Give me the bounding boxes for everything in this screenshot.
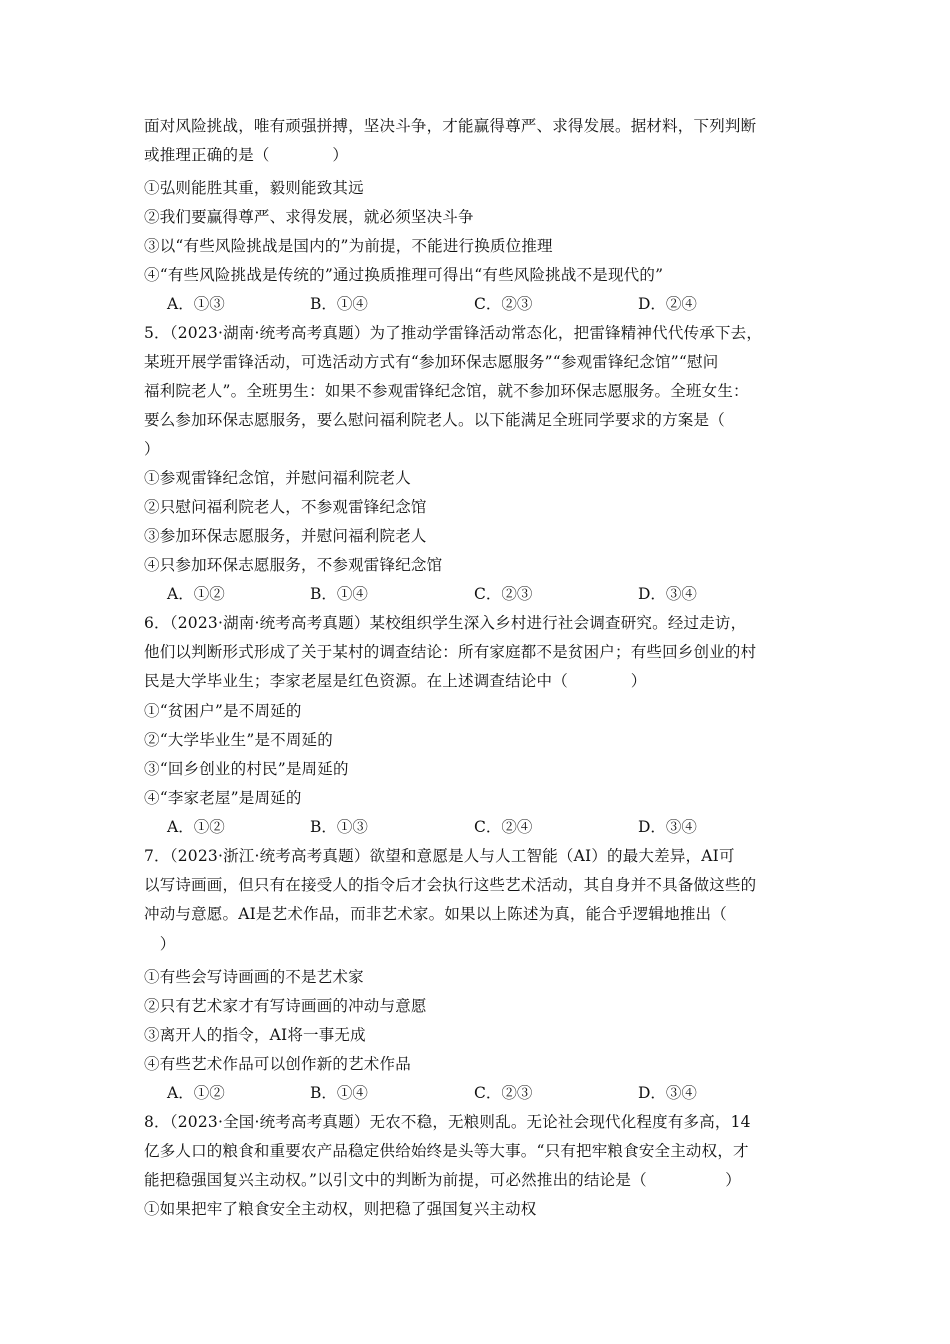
q8-stem-line: 8．（2023·全国·统考高考真题）无农不稳，无粮则乱。无论社会现代化程度有多高，14 [144,1113,751,1131]
q4-option-c[interactable]: C．②③ [474,295,533,313]
q7-statement-4: ④有些艺术作品可以创作新的艺术作品 [144,1055,411,1073]
q5-stem-line: 5．（2023·湖南·统考高考真题）为了推动学雷锋活动常态化，把雷锋精神代代传承下去， [144,324,763,342]
q6-statement-3: ③“回乡创业的村民”是周延的 [144,760,349,778]
q6-option-d[interactable]: D．③④ [638,818,697,836]
q7-stem-line: ） [144,935,176,953]
q6-option-b[interactable]: B．①③ [310,818,368,836]
q5-option-a[interactable]: A．①② [167,585,225,603]
q6-option-a[interactable]: A．①② [167,818,225,836]
q6-stem-line: 他们以判断形式形成了关于某村的调查结论：所有家庭都不是贫困户；有些回乡创业的村 [144,643,757,661]
q4-statement-1: ①弘则能胜其重，毅则能致其远 [144,179,364,197]
q6-statement-2: ②“大学毕业生”是不周延的 [144,731,333,749]
q5-statement-2: ②只慰问福利院老人，不参观雷锋纪念馆 [144,498,427,516]
q5-statement-4: ④只参加环保志愿服务，不参观雷锋纪念馆 [144,556,443,574]
q6-statement-1: ①“贫困户”是不周延的 [144,702,302,720]
q5-stem-line: 要么参加环保志愿服务，要么慰问福利院老人。以下能满足全班同学要求的方案是（ [144,411,725,429]
q7-stem-line: 7．（2023·浙江·统考高考真题）欲望和意愿是人与人工智能（AI）的最大差异，AI可 [144,847,735,865]
q4-statement-2: ②我们要赢得尊严、求得发展，就必须坚决斗争 [144,208,474,226]
q8-statement-1: ①如果把牢了粮食安全主动权，则把稳了强国复兴主动权 [144,1200,537,1218]
q5-statement-3: ③参加环保志愿服务，并慰问福利院老人 [144,527,427,545]
q4-statement-3: ③以“有些风险挑战是国内的”为前提，不能进行换质位推理 [144,237,553,255]
q7-option-b[interactable]: B．①④ [310,1084,368,1102]
q6-stem-line: 6．（2023·湖南·统考高考真题）某校组织学生深入乡村进行社会调查研究。经过走访， [144,614,747,632]
q5-stem-line: 福利院老人”。全班男生：如果不参观雷锋纪念馆，就不参加环保志愿服务。全班女生： [144,382,749,400]
q4-option-b[interactable]: B．①④ [310,295,368,313]
q5-option-c[interactable]: C．②③ [474,585,533,603]
q5-option-d[interactable]: D．③④ [638,585,697,603]
q7-stem-line: 冲动与意愿。AI是艺术作品，而非艺术家。如果以上陈述为真，能合乎逻辑地推出（ [144,905,727,923]
q5-statement-1: ①参观雷锋纪念馆，并慰问福利院老人 [144,469,411,487]
q4-stem-line: 或推理正确的是（ ） [144,146,349,164]
q4-option-d[interactable]: D．②④ [638,295,697,313]
q6-stem-line: 民是大学毕业生；李家老屋是红色资源。在上述调查结论中（ ） [144,672,647,690]
q5-option-b[interactable]: B．①④ [310,585,368,603]
q4-option-a[interactable]: A．①③ [167,295,225,313]
q7-statement-2: ②只有艺术家才有写诗画画的冲动与意愿 [144,997,427,1015]
q5-stem-line: ） [144,440,160,458]
q7-statement-1: ①有些会写诗画画的不是艺术家 [144,968,364,986]
q4-stem-line: 面对风险挑战，唯有顽强拼搏，坚决斗争，才能赢得尊严、求得发展。据材料，下列判断 [144,117,757,135]
q8-stem-line: 亿多人口的粮食和重要农产品稳定供给始终是头等大事。“只有把牢粮食安全主动权，才 [144,1142,749,1160]
q4-statement-4: ④“有些风险挑战是传统的”通过换质推理可得出“有些风险挑战不是现代的” [144,266,664,284]
q7-option-c[interactable]: C．②③ [474,1084,533,1102]
q5-stem-line: 某班开展学雷锋活动，可选活动方式有“参加环保志愿服务”“参观雷锋纪念馆”“慰问 [144,353,719,371]
q8-stem-line: 能把稳强国复兴主动权。”以引文中的判断为前提，可必然推出的结论是（ ） [144,1171,741,1189]
q6-statement-4: ④“李家老屋”是周延的 [144,789,302,807]
q6-option-c[interactable]: C．②④ [474,818,533,836]
q7-option-a[interactable]: A．①② [167,1084,225,1102]
q7-stem-line: 以写诗画画，但只有在接受人的指令后才会执行这些艺术活动，其自身并不具备做这些的 [144,876,757,894]
q7-option-d[interactable]: D．③④ [638,1084,697,1102]
q7-statement-3: ③离开人的指令，AI将一事无成 [144,1026,366,1044]
